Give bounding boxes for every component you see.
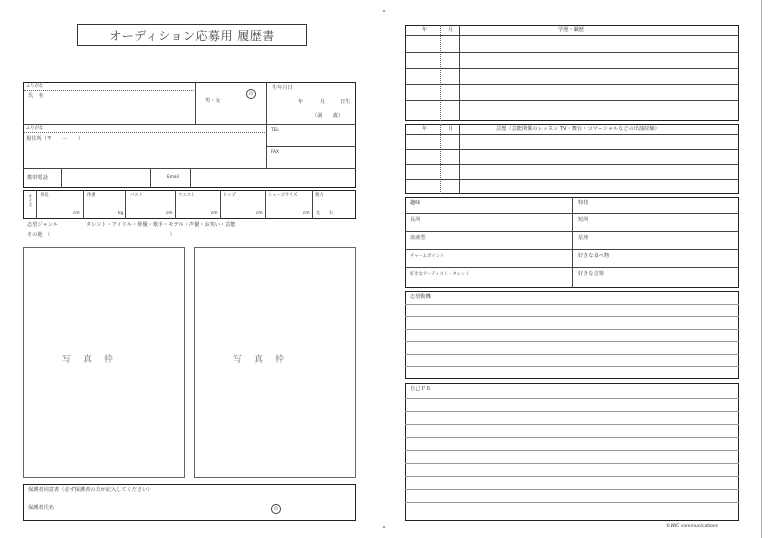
fold-mark-top	[383, 10, 385, 12]
self-pr-label: 自己ＰＲ	[410, 386, 431, 392]
name-label: 氏 名	[28, 93, 44, 99]
career-year-header: 年	[422, 126, 428, 132]
weight-label: 体重	[87, 193, 96, 198]
bust-label: バスト	[130, 193, 143, 198]
furigana-label: ふりがな	[26, 84, 44, 89]
hip-unit: cm	[256, 211, 263, 216]
birth-year-unit: 年	[298, 99, 304, 105]
weight-unit: kg	[118, 211, 124, 216]
zodiac-label: 星座	[578, 235, 589, 241]
waist-unit: cm	[211, 211, 218, 216]
copyright-footer: ©WIC communications	[666, 524, 718, 529]
fax-label: FAX	[271, 150, 279, 155]
height-label: 身長	[40, 193, 49, 198]
hobby-label: 趣味	[410, 200, 421, 206]
favorite-artist-label: 好きなアーティスト・タレント	[410, 272, 470, 277]
shoe-size-label: シューズサイズ	[268, 193, 298, 198]
birth-label: 生年月日	[272, 85, 293, 91]
shoe-unit: cm	[303, 211, 310, 216]
genre-options: タレント・アイドル・俳優・歌手・モデル・声優・お笑い・芸能	[86, 222, 236, 228]
photo-frame-2-label: 写真枠	[233, 355, 297, 365]
self-pr-box	[405, 383, 739, 521]
hip-label: ヒップ	[223, 193, 236, 198]
seal-icon: 印	[246, 89, 256, 99]
waist-label: ウエスト	[178, 193, 196, 198]
photo-frame-1-label: 写真枠	[62, 355, 126, 365]
guardian-consent-label: 保護者同意書（必ず保護者の方が記入してください）	[28, 487, 153, 493]
guardian-seal-icon: 印	[271, 504, 281, 514]
height-unit: cm	[73, 211, 80, 216]
page-title: オーディション応募用 履歴書	[77, 24, 307, 46]
email-label: Email	[167, 175, 179, 180]
career-title: 芸歴（芸能関係のレッスン TV・舞台・コマーシャルなどの出演経験）	[496, 126, 660, 132]
address-label: 現住所（〒 － ）	[26, 136, 84, 142]
birth-day-unit: 日生	[340, 99, 351, 105]
other-label: その他 （ ）	[27, 232, 175, 238]
motive-label: 志望動機	[410, 294, 431, 300]
favorite-music-label: 好きな音楽	[578, 271, 604, 277]
sex-label: 男・女	[205, 98, 221, 104]
vision-values: 左 右	[316, 211, 334, 216]
strength-label: 長所	[410, 217, 421, 223]
furigana-address-label: ふりがな	[26, 126, 44, 131]
weakness-label: 短所	[578, 217, 589, 223]
mobile-label: 携帯電話	[27, 175, 48, 181]
career-month-header: 月	[448, 126, 454, 132]
tel-label: TEL	[271, 128, 279, 133]
charm-point-label: チャームポイント	[410, 254, 445, 259]
age-label: （満 歳）	[312, 113, 344, 119]
birth-month-unit: 月	[320, 99, 326, 105]
history-year-header: 年	[422, 27, 428, 33]
genre-label: 志望ジャンル	[27, 222, 58, 228]
history-month-header: 月	[448, 27, 454, 33]
blood-type-label: 血液型	[410, 235, 426, 241]
skill-label: 特技	[578, 200, 589, 206]
history-table	[405, 25, 739, 121]
guardian-name-label: 保護者氏名	[28, 505, 54, 511]
fold-mark-bottom	[383, 526, 385, 528]
size-label: サイズ	[27, 194, 33, 207]
vision-label: 視力	[315, 193, 324, 198]
bust-unit: cm	[166, 211, 173, 216]
favorite-food-label: 好きな食べ物	[578, 253, 610, 259]
history-title: 学歴・職歴	[558, 27, 584, 33]
